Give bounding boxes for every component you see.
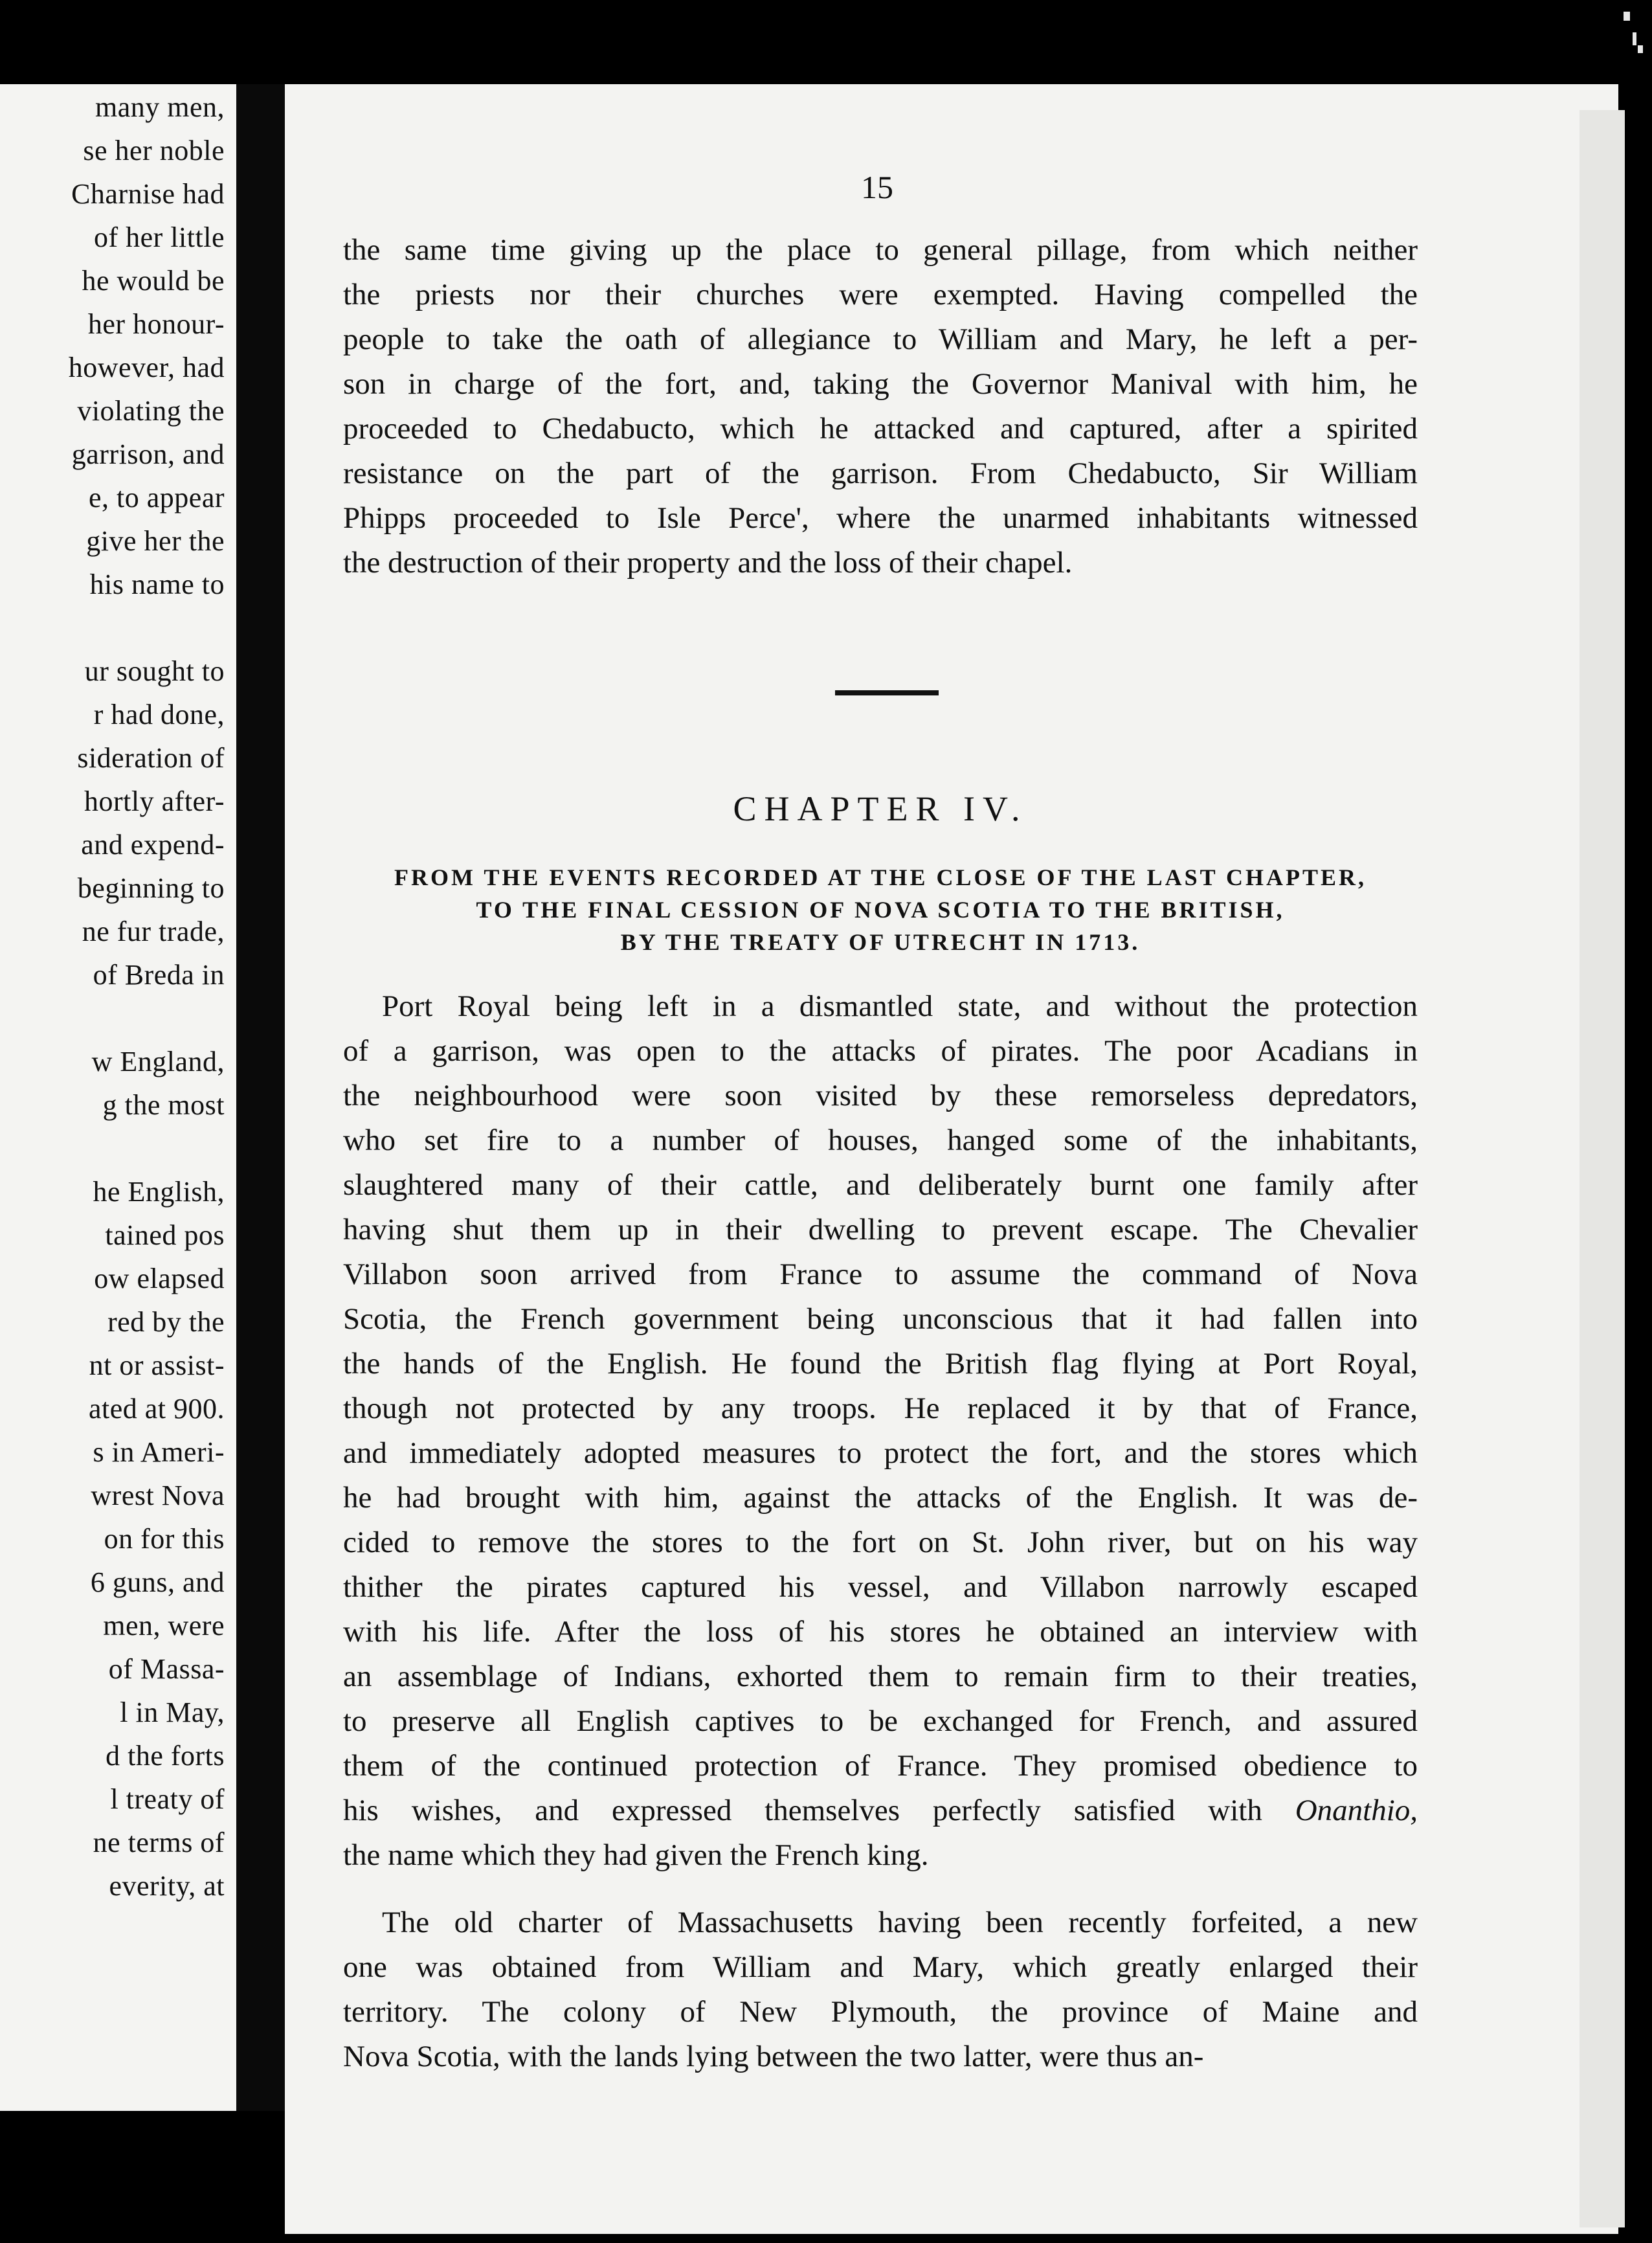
left-page-line: he English, bbox=[93, 1176, 225, 1208]
text-line: son in charge of the fort, and, taking the Governor Manival with him, he bbox=[343, 367, 1418, 401]
left-page-line: l treaty of bbox=[110, 1783, 225, 1815]
text-line: the hands of the English. He found the British flag flying at Port Royal, bbox=[343, 1347, 1418, 1381]
text-line: Scotia, the French government being unconscious that it had fallen into bbox=[343, 1302, 1418, 1336]
left-page-line: ur sought to bbox=[84, 655, 225, 687]
chapter-subtitle-line: BY THE TREATY OF UTRECHT IN 1713. bbox=[620, 929, 1141, 955]
left-page-line: he would be bbox=[82, 265, 225, 297]
opening-paragraph bbox=[343, 228, 1418, 585]
left-page-line: and expend- bbox=[81, 829, 225, 861]
left-page-line: her honour- bbox=[87, 308, 225, 340]
left-page-line: ne terms of bbox=[93, 1827, 225, 1858]
left-page-line: garrison, and bbox=[71, 438, 225, 470]
text-line: territory. The colony of New Plymouth, the province of Maine and bbox=[343, 1995, 1418, 2029]
left-page-line: give her the bbox=[86, 525, 225, 557]
text-line: The old charter of Massachusetts having been recently forfeited, a new bbox=[382, 1906, 1418, 1939]
text-fragment: his wishes, and expressed themselves perfectly satisfied with bbox=[343, 1794, 1295, 1827]
text-line: of a garrison, was open to the attacks of pirates. The poor Acadians in bbox=[343, 1034, 1418, 1068]
left-page-line: everity, at bbox=[109, 1870, 225, 1902]
left-page-line: e, to appear bbox=[89, 482, 225, 513]
left-page-line: se her noble bbox=[83, 135, 225, 166]
text-line: one was obtained from William and Mary, which greatly enlarged their bbox=[343, 1950, 1418, 1984]
text-line: to preserve all English captives to be exchanged for French, and assured bbox=[343, 1704, 1418, 1738]
chapter-subtitle bbox=[353, 861, 1408, 958]
italic-term: Onanthio, bbox=[1295, 1794, 1418, 1827]
page-number: 15 bbox=[861, 169, 893, 205]
text-line: the priests nor their churches were exempted. Having compelled the bbox=[343, 278, 1418, 311]
text-line: slaughtered many of their cattle, and deliberately burnt one family after bbox=[343, 1168, 1418, 1202]
text-line: with his life. After the loss of his stores he obtained an interview with bbox=[343, 1615, 1418, 1649]
left-page-line: Charnise had bbox=[71, 178, 225, 210]
left-page-line: tained pos bbox=[105, 1219, 225, 1251]
text-line: and immediately adopted measures to protect the fort, and the stores which bbox=[343, 1436, 1418, 1470]
left-page-line: g the most bbox=[102, 1089, 225, 1121]
text-line: them of the continued protection of France. They promised obedience to bbox=[343, 1749, 1418, 1783]
book-gutter bbox=[236, 84, 285, 2111]
text-line: having shut them up in their dwelling to prevent escape. The Chevalier bbox=[343, 1213, 1418, 1246]
left-page-line: beginning to bbox=[77, 872, 225, 904]
text-line: the name which they had given the French king. bbox=[343, 1838, 929, 1872]
chapter-title: CHAPTER IV. bbox=[733, 789, 1028, 828]
text-line: the neighbourhood were soon visited by these remorseless depredators, bbox=[343, 1079, 1418, 1112]
paragraph-charter bbox=[343, 1900, 1418, 2079]
left-page-line: hortly after- bbox=[84, 785, 225, 817]
left-page-line: ated at 900. bbox=[88, 1393, 225, 1425]
left-page-line: his name to bbox=[89, 569, 225, 600]
text-line: though not protected by any troops. He replaced it by that of France, bbox=[343, 1392, 1418, 1425]
text-line: cided to remove the stores to the fort on St. John river, but on his way bbox=[343, 1526, 1418, 1559]
left-page-line: s in Ameri- bbox=[93, 1436, 225, 1468]
text-line: the same time giving up the place to general pillage, from which neither bbox=[343, 233, 1418, 267]
chapter-subtitle-line: TO THE FINAL CESSION OF NOVA SCOTIA TO THE BRITISH, bbox=[476, 897, 1285, 923]
left-page-line: r had done, bbox=[93, 699, 225, 730]
page-edge bbox=[1579, 110, 1625, 2227]
left-page-line: men, were bbox=[103, 1610, 225, 1641]
text-line bbox=[343, 1788, 1418, 1833]
left-page-line: wrest Nova bbox=[91, 1480, 225, 1511]
left-page-line: however, had bbox=[68, 352, 225, 383]
left-page-line: ne fur trade, bbox=[82, 916, 225, 947]
left-page-line: on for this bbox=[104, 1523, 225, 1555]
text-line: Port Royal being left in a dismantled state, and without the protection bbox=[382, 989, 1418, 1023]
left-page-line: violating the bbox=[77, 395, 225, 427]
text-line: Villabon soon arrived from France to assume the command of Nova bbox=[343, 1257, 1418, 1291]
text-line: he had brought with him, against the attacks of the English. It was de- bbox=[343, 1481, 1418, 1515]
left-page-line: sideration of bbox=[77, 742, 225, 774]
chapter-subtitle-line: FROM THE EVENTS RECORDED AT THE CLOSE OF THE LAST CHAPTER, bbox=[394, 864, 1367, 890]
text-line: Nova Scotia, with the lands lying between the two latter, were thus an- bbox=[343, 2040, 1204, 2073]
text-line: resistance on the part of the garrison. From Chedabucto, Sir William bbox=[343, 456, 1418, 490]
left-page-line: of Massa- bbox=[108, 1653, 225, 1685]
left-page-line: l in May, bbox=[120, 1696, 225, 1728]
left-page-line: 6 guns, and bbox=[90, 1566, 225, 1598]
left-page-line: w England, bbox=[91, 1046, 225, 1077]
text-line: the destruction of their property and the loss of their chapel. bbox=[343, 546, 1073, 580]
left-page-line: ow elapsed bbox=[94, 1263, 225, 1294]
text-line: proceeded to Chedabucto, which he attacked and captured, after a spirited bbox=[343, 412, 1418, 445]
left-page-line: many men, bbox=[95, 91, 225, 123]
text-line: an assemblage of Indians, exhorted them to remain firm to their treaties, bbox=[343, 1660, 1418, 1693]
text-line: people to take the oath of allegiance to William and Mary, he left a per- bbox=[343, 322, 1418, 356]
left-page-line: d the forts bbox=[106, 1740, 225, 1772]
text-line: who set fire to a number of houses, hanged some of the inhabitants, bbox=[343, 1123, 1418, 1157]
left-page-line: of her little bbox=[94, 221, 225, 253]
text-line: Phipps proceeded to Isle Perce', where the unarmed inhabitants witnessed bbox=[343, 501, 1418, 535]
text-line: thither the pirates captured his vessel, and Villabon narrowly escaped bbox=[343, 1570, 1418, 1604]
left-page bbox=[0, 84, 236, 2111]
left-page-line: of Breda in bbox=[93, 959, 225, 991]
left-page-line: red by the bbox=[107, 1306, 225, 1338]
scan-speck-marks bbox=[1620, 6, 1646, 65]
paragraph-port-royal bbox=[343, 984, 1418, 1878]
left-page-line: nt or assist- bbox=[89, 1349, 225, 1381]
section-rule bbox=[835, 690, 939, 695]
